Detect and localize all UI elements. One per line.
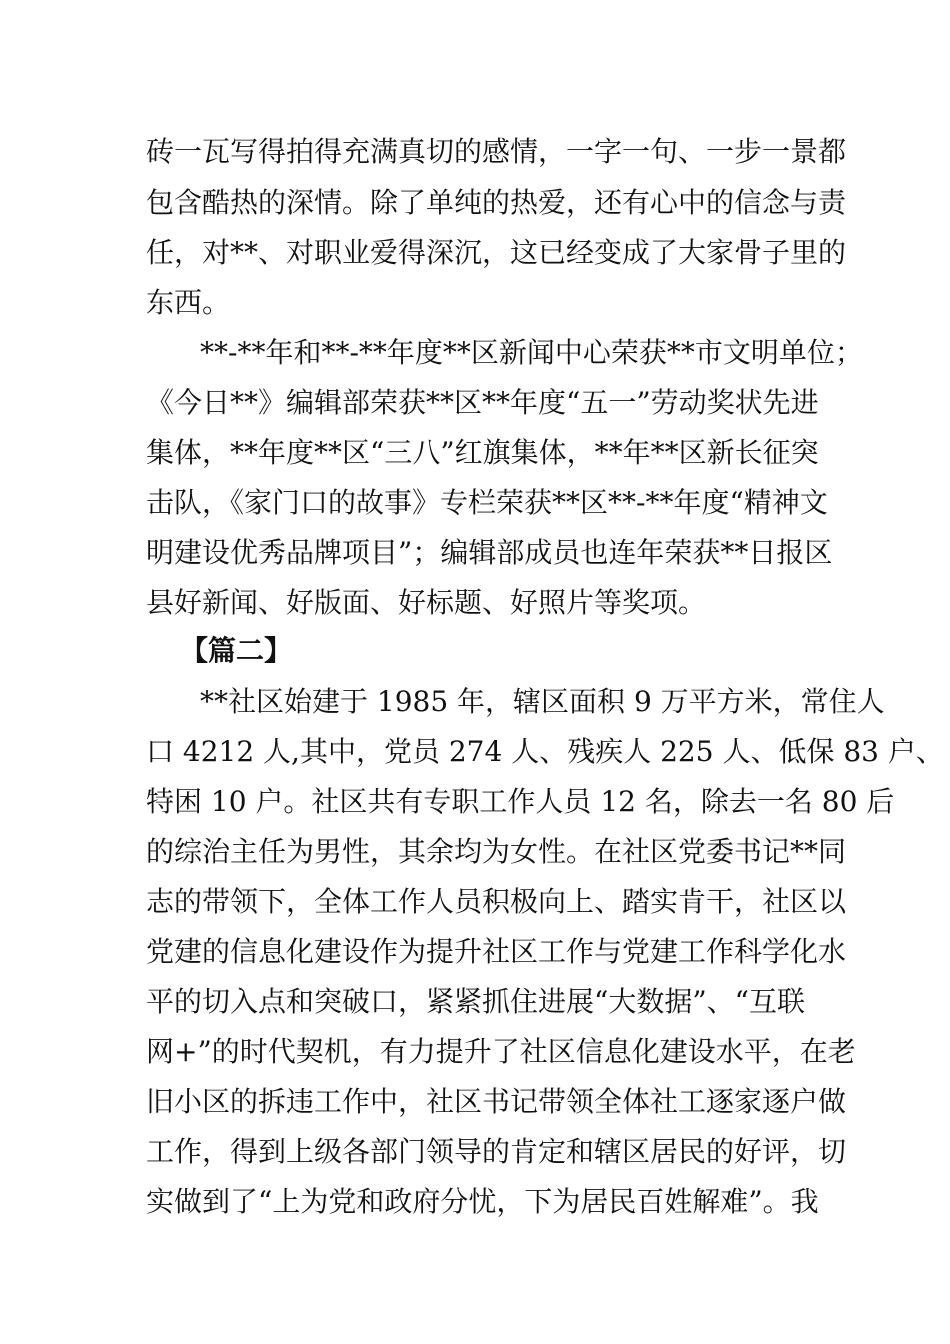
paragraph-2-line-4: 击队，《家门口的故事》专栏荣获**区**-**年度“精神文 [146, 486, 828, 519]
paragraph-3-line-10: 工作，得到上级各部门领导的肯定和辖区居民的好评，切 [146, 1135, 847, 1168]
paragraph-3-line-2: 口 4212 人,其中，党员 274 人、残疾人 225 人、低保 83 户、 [146, 735, 944, 768]
paragraph-3-line-1: **社区始建于 1985 年，辖区面积 9 万平方米，常住人 [200, 685, 885, 718]
paragraph-3-line-6: 党建的信息化建设作为提升社区工作与党建工作科学化水 [146, 935, 847, 968]
paragraph-1-line-4: 东西。 [146, 286, 231, 319]
paragraph-3-line-4: 的综治主任为男性，其余均为女性。在社区党委书记**同 [146, 835, 847, 868]
paragraph-2-line-1: **-**年和**-**年度**区新闻中心荣获**市文明单位； [200, 336, 863, 369]
paragraph-2-line-6: 县好新闻、好版面、好标题、好照片等奖项。 [146, 586, 707, 619]
paragraph-3-line-7: 平的切入点和突破口，紧紧抓住进展“大数据”、“互联 [146, 985, 805, 1018]
paragraph-1-line-3: 任，对**、对职业爱得深沉，这已经变成了大家骨子里的 [146, 236, 847, 269]
paragraph-3-line-9: 旧小区的拆违工作中，社区书记带领全体社工逐家逐户做 [146, 1085, 847, 1118]
paragraph-3-line-5: 志的带领下，全体工作人员积极向上、踏实肯干，社区以 [146, 885, 847, 918]
paragraph-2-line-3: 集体，**年度**区“三八”红旗集体，**年**区新长征突 [146, 436, 819, 469]
paragraph-3-line-11: 实做到了“上为党和政府分忧，下为居民百姓解难”。我 [146, 1185, 819, 1218]
paragraph-3-line-3: 特困 10 户。社区共有专职工作人员 12 名，除去一名 80 后 [146, 785, 895, 818]
paragraph-2-line-5: 明建设优秀品牌项目”；编辑部成员也连年荣获**日报区 [146, 536, 833, 569]
paragraph-1-line-2: 包含酷热的深情。除了单纯的热爱，还有心中的信念与责 [146, 186, 847, 219]
paragraph-3-line-8: 网+”的时代契机，有力提升了社区信息化建设水平，在老 [146, 1035, 856, 1068]
section-heading: 【篇二】 [180, 634, 293, 667]
paragraph-1-line-1: 砖一瓦写得拍得充满真切的感情，一字一句、一步一景都 [146, 135, 847, 168]
paragraph-2-line-2: 《今日**》编辑部荣获**区**年度“五一”劳动奖状先进 [146, 386, 819, 419]
